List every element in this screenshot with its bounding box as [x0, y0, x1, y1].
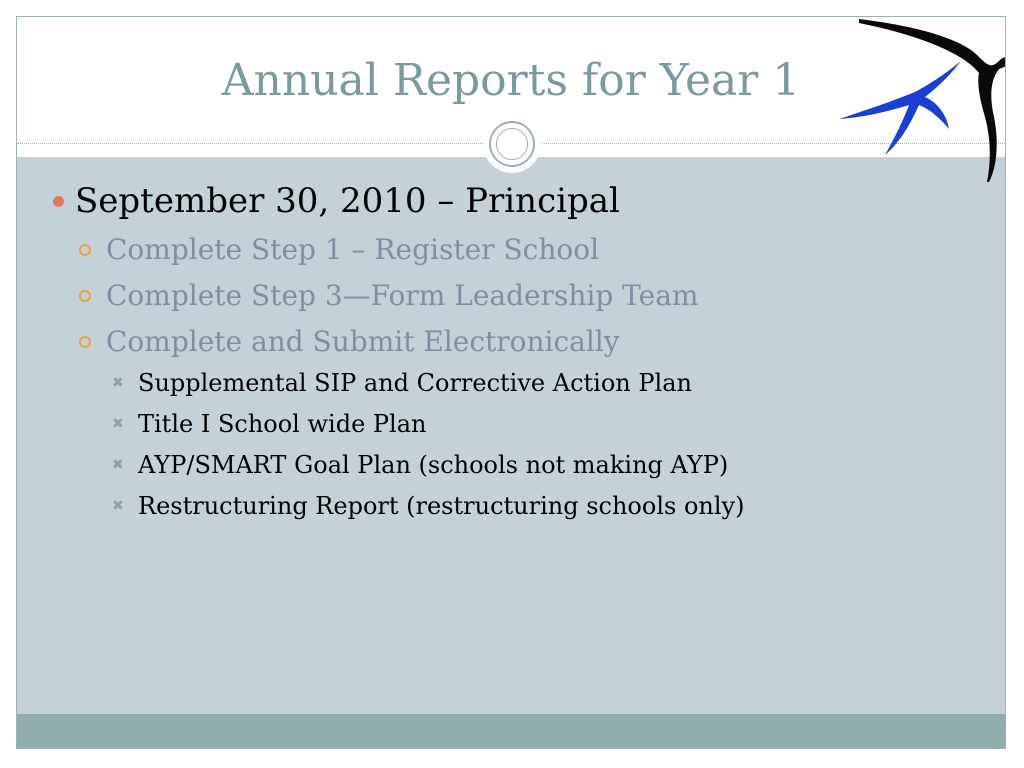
filled-circle-bullet-icon	[53, 196, 64, 207]
open-circle-bullet-icon	[79, 336, 91, 348]
bullet-item-level2	[75, 319, 991, 527]
open-circle-bullet-icon	[79, 244, 91, 256]
open-circle-bullet-icon	[79, 290, 91, 302]
content-area	[17, 157, 1005, 717]
bullet-item-level2	[75, 273, 991, 319]
slide-frame	[16, 16, 1006, 749]
bullet-item-level1	[51, 181, 991, 527]
bullet-item-level2	[75, 227, 991, 273]
double-ring-ornament-icon	[483, 115, 541, 173]
sub-sub-bullet-list	[110, 363, 991, 527]
bullet-text-level2: Complete Step 1 – Register School	[106, 233, 600, 266]
cross-x-bullet-icon: ✖	[112, 375, 124, 391]
bullet-text-level2: Complete and Submit Electronically	[106, 325, 620, 358]
bullet-text-level3: Title I School wide Plan	[138, 410, 427, 438]
cross-x-bullet-icon: ✖	[112, 457, 124, 473]
sub-bullet-list	[75, 227, 991, 527]
ornament-ring-inner	[496, 128, 528, 160]
cross-x-bullet-icon: ✖	[112, 416, 124, 432]
swallow-bird-logo-icon	[839, 17, 1006, 207]
bullet-text-level1: September 30, 2010 – Principal	[75, 181, 620, 221]
bullet-item-level3	[110, 404, 991, 445]
bullet-text-level3: AYP/SMART Goal Plan (schools not making AYP)	[138, 451, 729, 479]
bullet-list	[51, 181, 991, 527]
footer-bar	[17, 714, 1005, 748]
bullet-text-level2: Complete Step 3—Form Leadership Team	[106, 279, 699, 312]
bullet-text-level3: Supplemental SIP and Corrective Action Plan	[138, 369, 692, 397]
bullet-text-level3: Restructuring Report (restructuring schools only)	[138, 492, 745, 520]
bullet-item-level3	[110, 445, 991, 486]
cross-x-bullet-icon: ✖	[112, 498, 124, 514]
ornament-ring-outer	[489, 121, 535, 167]
bullet-item-level3	[110, 486, 991, 527]
bullet-item-level3	[110, 363, 991, 404]
slide-title: Annual Reports for Year 1	[221, 55, 801, 106]
